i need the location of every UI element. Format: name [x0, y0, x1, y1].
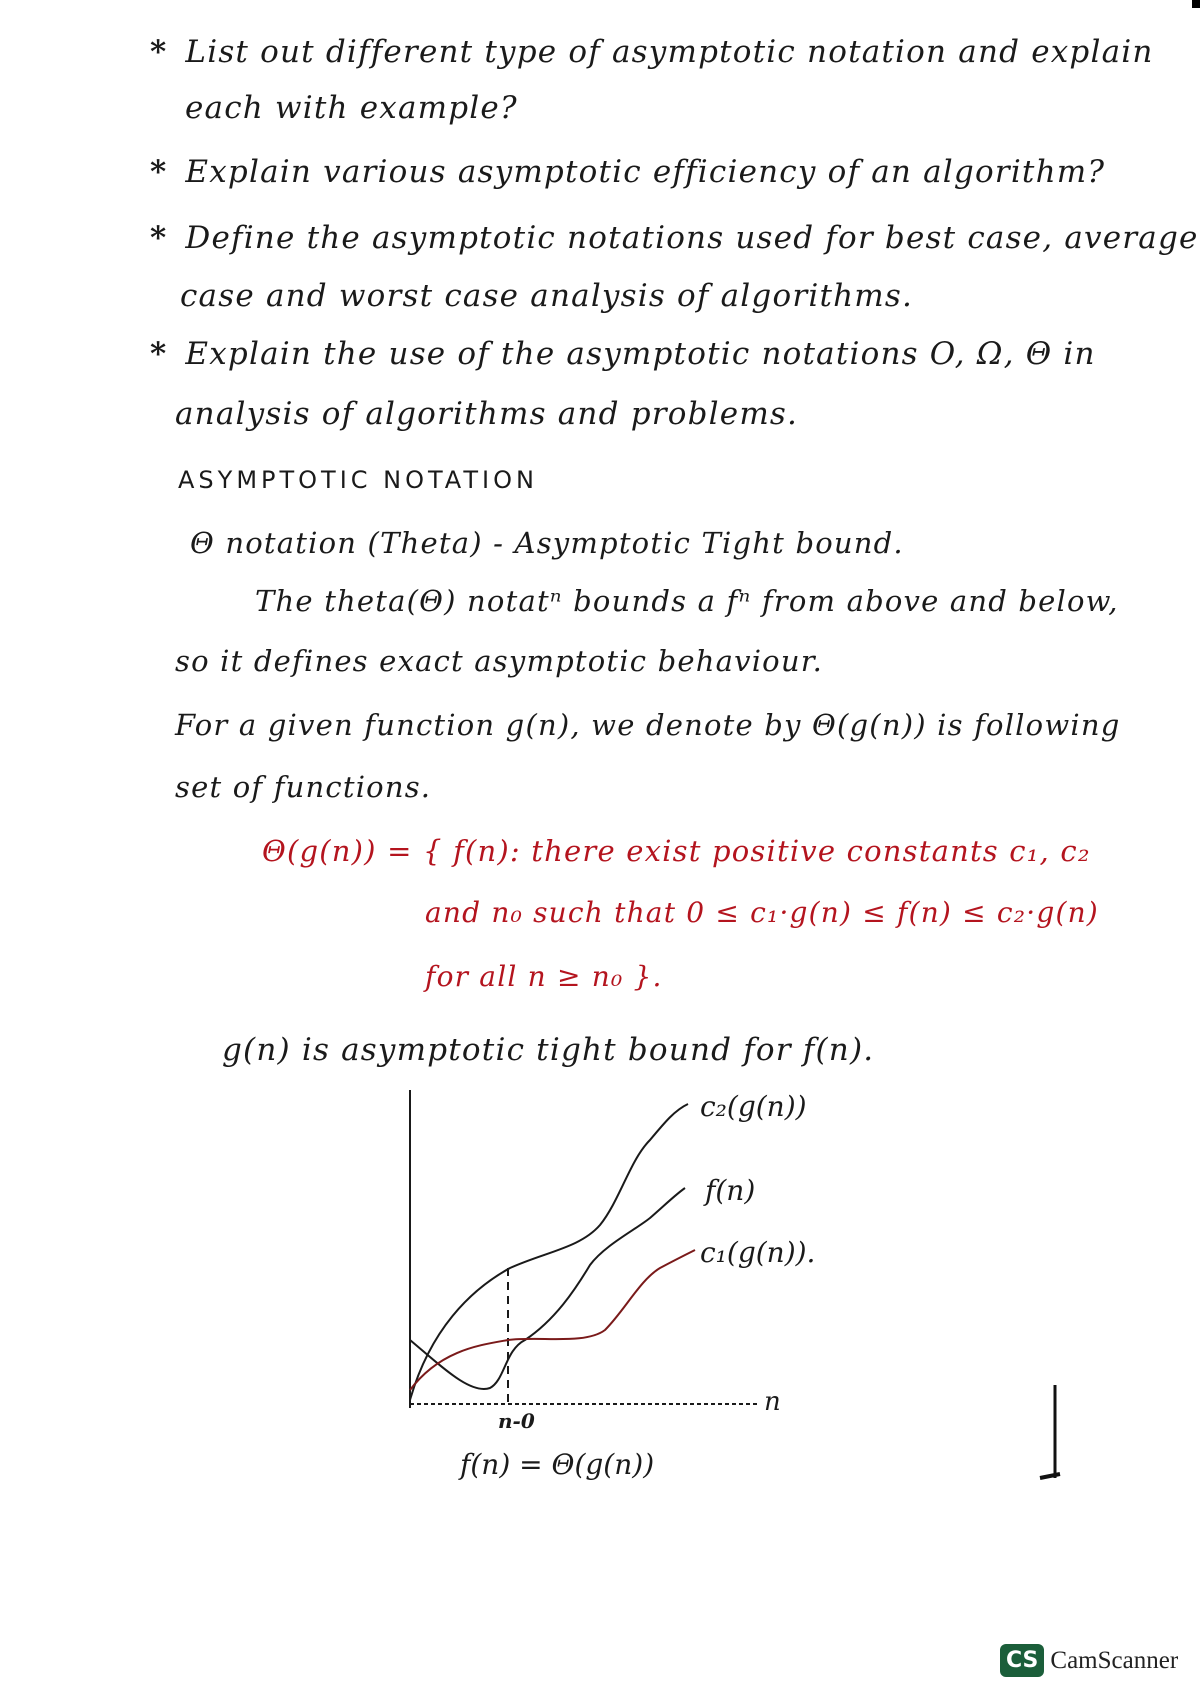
question-1-line-1: * List out different type of asymptotic notation and explain — [150, 34, 1154, 70]
camscanner-watermark — [1000, 1644, 1178, 1677]
section-heading: ASYMPTOTIC NOTATION — [178, 466, 538, 494]
bullet-star: * — [150, 34, 168, 70]
legend-c2-g: c₂(g(n)) — [700, 1090, 807, 1123]
question-2: * Explain various asymptotic efficiency of an algorithm? — [150, 154, 1106, 190]
corner-mark — [1192, 0, 1200, 8]
theta-title: Θ notation (Theta) - Asymptotic Tight bound. — [190, 526, 904, 560]
theta-definition-line-3: for all n ≥ n₀ }. — [425, 960, 663, 993]
theta-para-1: The theta(Θ) notatⁿ bounds a fⁿ from above and below, — [255, 584, 1119, 618]
theta-para-4: set of functions. — [175, 770, 432, 804]
theta-definition-line-2: and n₀ such that 0 ≤ c₁·g(n) ≤ f(n) ≤ c₂·g(n) — [425, 896, 1099, 929]
question-3-line-1: * Define the asymptotic notations used for best case, average — [150, 220, 1199, 256]
question-4-line-1: * Explain the use of the asymptotic notations O, Ω, Θ in — [150, 336, 1096, 372]
question-1-line-2: each with example? — [185, 90, 518, 126]
camscanner-logo-badge: CS — [1000, 1644, 1044, 1677]
question-3-line-2: case and worst case analysis of algorithms. — [180, 278, 914, 314]
theta-para-3: For a given function g(n), we denote by Θ(g(n)) is following — [175, 708, 1121, 742]
graph-caption: f(n) = Θ(g(n)) — [460, 1448, 655, 1481]
scan-edge-mark — [1040, 1474, 1060, 1478]
bullet-star: * — [150, 336, 168, 372]
camscanner-logo-text: CamScanner — [1050, 1646, 1179, 1674]
series-c1-g-curve — [410, 1250, 695, 1390]
bullet-star: * — [150, 220, 168, 256]
question-4-line-2: analysis of algorithms and problems. — [175, 396, 799, 432]
theta-para-2: so it defines exact asymptotic behaviour. — [175, 644, 824, 678]
x-axis-label: n — [764, 1387, 781, 1417]
theta-definition-line-1: Θ(g(n)) = { f(n): there exist positive constants c₁, c₂ — [262, 834, 1091, 868]
legend-f: f(n) — [705, 1174, 756, 1207]
tight-bound-statement: g(n) is asymptotic tight bound for f(n). — [222, 1032, 875, 1068]
n0-marker-label: n-0 — [498, 1409, 535, 1433]
series-f-curve — [410, 1188, 685, 1389]
legend-c1-g: c₁(g(n)). — [700, 1236, 816, 1269]
bullet-star: * — [150, 154, 168, 190]
